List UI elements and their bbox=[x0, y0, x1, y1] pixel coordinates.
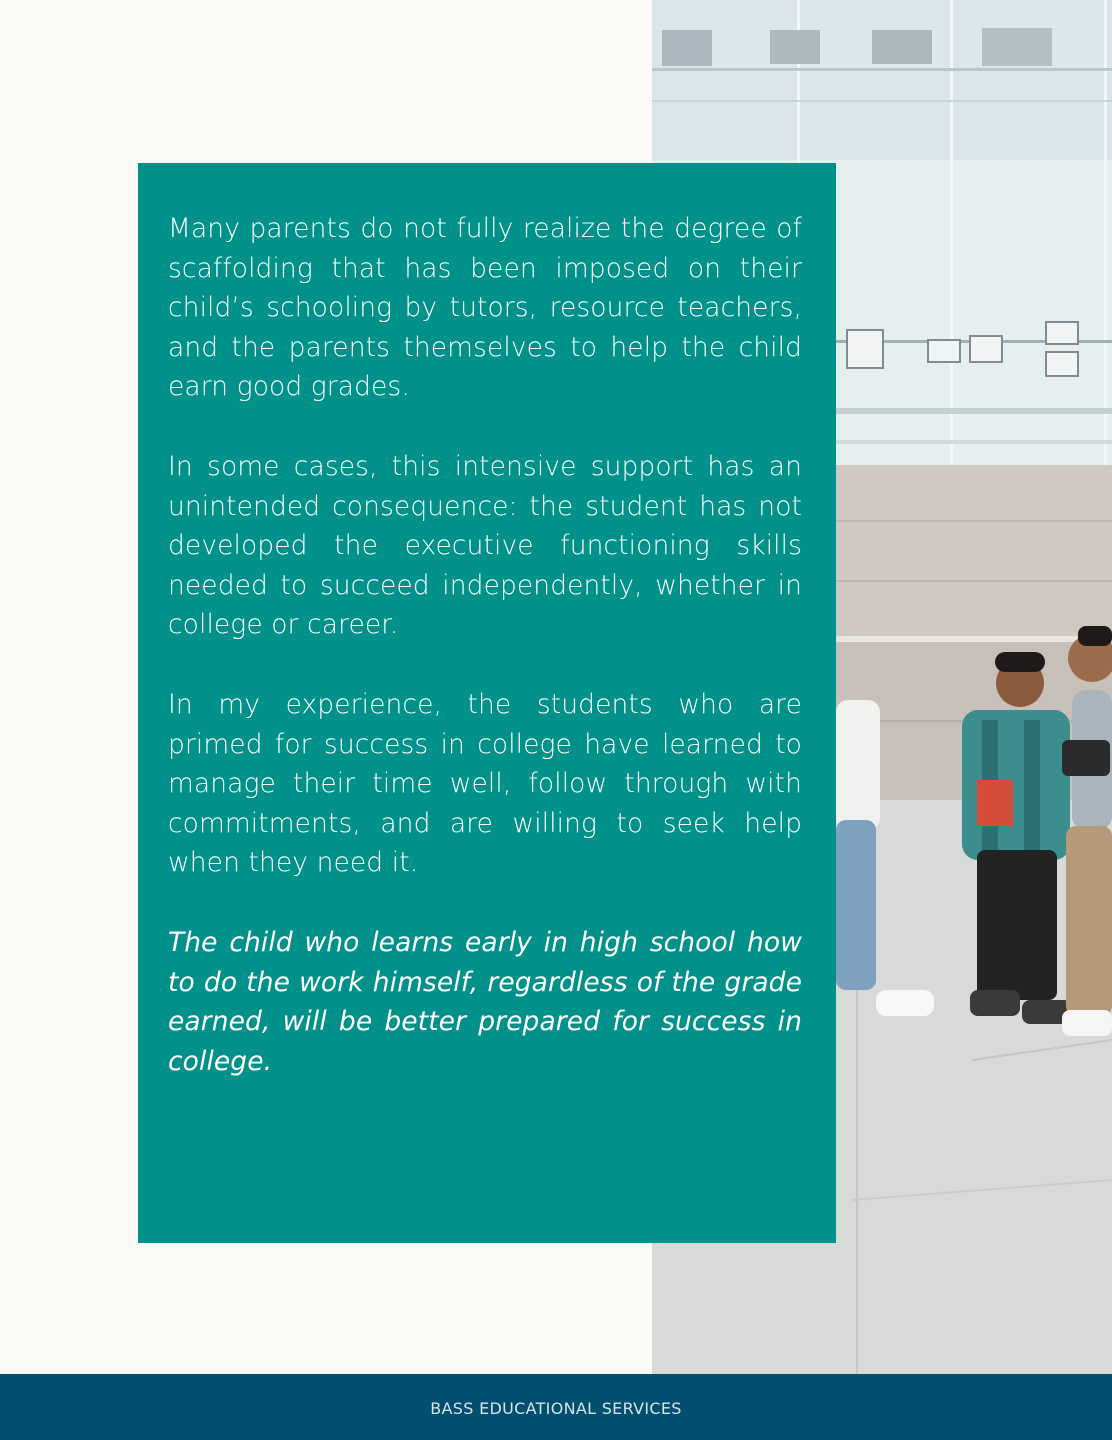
paragraph-experience: In my experience, the students who are primed for success in college have learned to manage their time well, follow through with commitments, and are willing to seek help when they need it. bbox=[168, 688, 802, 879]
footer-bar bbox=[0, 1374, 1112, 1440]
paragraph-scaffolding: Many parents do not fully realize the degree of scaffolding that has been imposed on their child’s schooling by tutors, resource teachers, and the parents themselves to help the child earn good grades. bbox=[168, 213, 802, 403]
footer-label: BASS EDUCATIONAL SERVICES bbox=[430, 1399, 682, 1418]
content-card bbox=[138, 163, 836, 1243]
paragraph-unintended-consequence: In some cases, this intensive support has an unintended consequence: the student has not developed the executive functioning skills needed to succeed independently, whether in college or career. bbox=[168, 450, 802, 641]
closing-quote: The child who learns early in high school how to do the work himself, regardless of the grade earned, will be better prepared for success in college. bbox=[168, 926, 802, 1077]
